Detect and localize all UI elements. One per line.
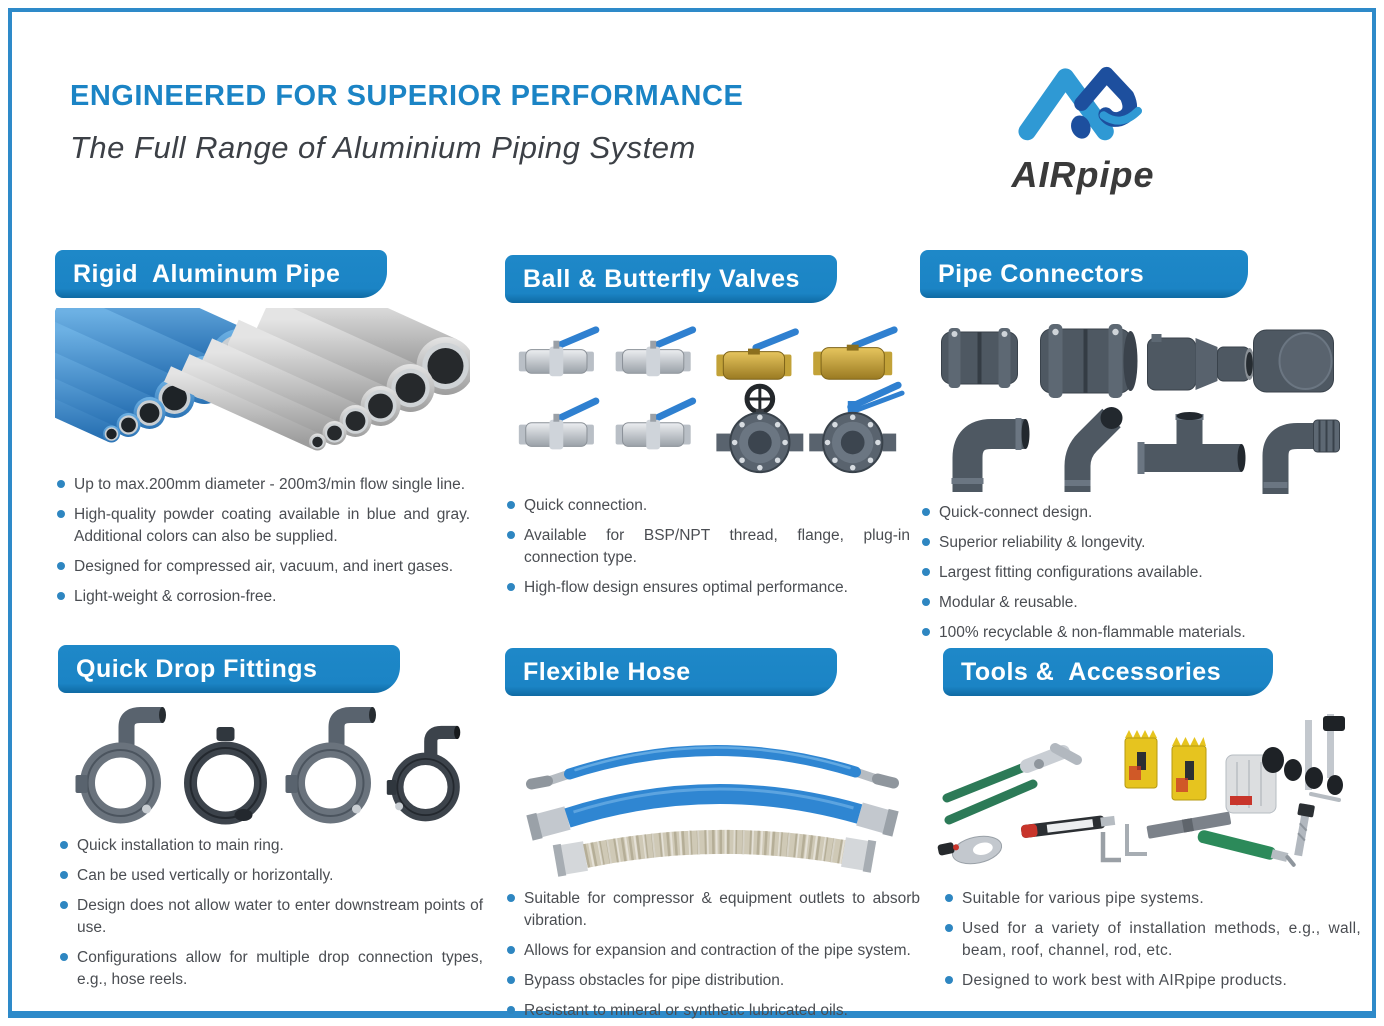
bullet-item: High-flow design ensures optimal performance. — [505, 577, 910, 599]
section-pipe-connectors — [920, 250, 1345, 652]
aluminum-pipes-illustration — [55, 308, 470, 468]
bullet-item: Modular & reusable. — [920, 592, 1345, 614]
section-tools-accessories — [943, 648, 1361, 1000]
bullet-item: Available for BSP/NPT thread, flange, plug-in connection type. — [505, 525, 910, 569]
bullet-item: Quick-connect design. — [920, 502, 1345, 524]
section-title: Rigid Aluminum Pipe — [73, 259, 341, 288]
section-title: Ball & Butterfly Valves — [523, 264, 800, 293]
bullet-item: Quick installation to main ring. — [58, 835, 483, 857]
bullet-item: Light-weight & corrosion-free. — [55, 586, 470, 608]
section-flexible-hose — [505, 648, 920, 1026]
section-banner — [55, 250, 387, 298]
connectors-illustration — [920, 306, 1345, 496]
section-quick-drop-fittings — [58, 645, 483, 999]
bullet-item: Suitable for compressor & equipment outlets to absorb vibration. — [505, 888, 920, 932]
bullet-list — [505, 495, 910, 599]
bullet-item: Can be used vertically or horizontally. — [58, 865, 483, 887]
bullet-item: 100% recyclable & non-flammable materials. — [920, 622, 1345, 644]
bullet-list — [920, 502, 1345, 644]
bullet-item: Resistant to mineral or synthetic lubricated oils. — [505, 1000, 920, 1022]
drop-fittings-illustration — [58, 701, 483, 829]
section-title: Flexible Hose — [523, 657, 691, 686]
bullet-list — [58, 835, 483, 991]
bullet-item: Used for a variety of installation methods, e.g., wall, beam, roof, channel, rod, etc. — [943, 918, 1361, 962]
bullet-list — [55, 474, 470, 608]
bullet-item: Superior reliability & longevity. — [920, 532, 1345, 554]
bullet-list — [943, 888, 1361, 992]
tools-illustration — [931, 702, 1349, 882]
bullet-item: Suitable for various pipe systems. — [943, 888, 1361, 910]
page-subtitle: The Full Range of Aluminium Piping System — [70, 130, 696, 165]
bullet-item: Design does not allow water to enter downstream points of use. — [58, 895, 483, 939]
section-title: Tools & Accessories — [961, 657, 1222, 686]
section-banner — [505, 255, 837, 303]
valves-illustration — [505, 309, 910, 489]
section-title: Pipe Connectors — [938, 259, 1145, 288]
section-title: Quick Drop Fittings — [76, 654, 318, 683]
section-banner — [920, 250, 1248, 298]
bullet-list — [505, 888, 920, 1022]
bullet-item: Configurations allow for multiple drop connection types, e.g., hose reels. — [58, 947, 483, 991]
bullet-item: High-quality powder coating available in blue and gray. Additional colors can also be supplied. — [55, 504, 470, 548]
airpipe-wordmark: AIRpipe — [1011, 154, 1155, 195]
page-title: ENGINEERED FOR SUPERIOR PERFORMANCE — [70, 80, 744, 112]
bullet-item: Bypass obstacles for pipe distribution. — [505, 970, 920, 992]
section-banner — [58, 645, 400, 693]
section-banner — [943, 648, 1273, 696]
section-banner — [505, 648, 837, 696]
airpipe-logo-icon — [993, 42, 1173, 152]
bullet-item: Designed for compressed air, vacuum, and inert gases. — [55, 556, 470, 578]
bullet-item: Up to max.200mm diameter - 200m3/min flow single line. — [55, 474, 470, 496]
bullet-item: Quick connection. — [505, 495, 910, 517]
hoses-illustration — [505, 702, 920, 882]
airpipe-logo — [988, 42, 1178, 196]
bullet-item: Largest fitting configurations available. — [920, 562, 1345, 584]
section-rigid-aluminum-pipe — [55, 250, 470, 616]
section-ball-butterfly-valves — [505, 255, 910, 607]
bullet-item: Allows for expansion and contraction of the pipe system. — [505, 940, 920, 962]
bullet-item: Designed to work best with AIRpipe products. — [943, 970, 1361, 992]
